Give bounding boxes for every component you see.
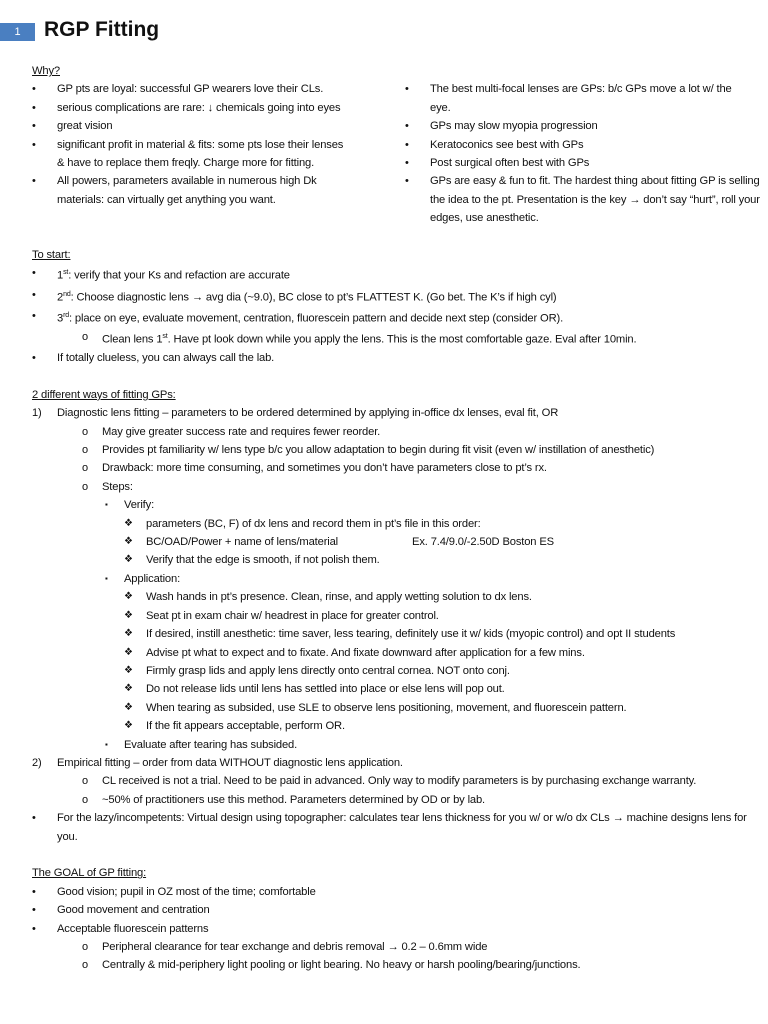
list-item-text: Peripheral clearance for tear exchange and debris removal → 0.2 – 0.6mm wide [102,940,488,953]
page-number-badge: 1 [0,23,35,41]
bullet-marker: • [32,101,36,114]
number-marker: 1) [32,407,42,420]
list-item [405,136,752,154]
sub-list-item [32,459,752,477]
list-item-text: Good vision; pupil in OZ most of the time; comfortable [57,885,316,898]
diamond-marker: ❖ [124,628,133,640]
list-item-text: BC/OAD/Power + name of lens/material [146,536,339,549]
sub-list-item [32,772,752,790]
list-item [405,172,765,227]
ordinal-suffix: st [63,269,69,277]
circle-marker: o [82,425,88,438]
sub-list-item [32,441,752,459]
diamond-marker: ❖ [124,536,133,548]
bullet-marker: • [32,885,36,898]
list-item [32,349,752,367]
diamond-marker: ❖ [124,646,133,658]
list-item-text: The best multi-focal lenses are GPs: b/c GPs move a lot w/ the eye. [430,83,732,114]
bullet-marker: • [32,175,36,188]
bullet-marker: • [405,83,409,96]
to-start-heading: To start: [32,249,71,262]
list-item-text: Advise pt what to expect and to fixate. And fixate downward after application for a few mins. [146,646,585,659]
bullet-marker: • [32,812,36,825]
bullet-marker: • [405,138,409,151]
detail-item [32,680,752,698]
list-item-text: GPs are easy & fun to fit. The hardest thing about fitting GP is selling the idea to the pt. Presentation is the key → don’t say “hurt”, roll your edges, use anesthetic. [430,175,760,225]
list-item-text: For the lazy/incompetents: Virtual design using topographer: calculates tear lens thickness for you w/ or w/o dx CLs → machine designs lens for you. [57,812,747,843]
number-marker: 2) [32,756,42,769]
list-item-text: If the fit appears acceptable, perform OR. [146,720,345,733]
step-number: 2 [57,291,64,304]
bullet-marker: • [32,352,36,365]
list-item-text: : verify that your Ks and refaction are accurate [68,270,290,283]
ordinal-suffix: nd [63,290,71,298]
list-item-text: : Choose diagnostic lens → avg dia (~9.0), BC close to pt’s FLATTEST K. (Go bet. The K’s if high cyl) [70,291,557,304]
list-item-text: ~50% of practitioners use this method. Parameters determined by OD or by lab. [102,793,486,806]
bullet-marker: • [32,83,36,96]
list-item [32,286,752,307]
list-item-text: Wash hands in pt’s presence. Clean, rinse, and apply wetting solution to dx lens. [146,591,532,604]
list-item-text: parameters (BC, F) of dx lens and record them in pt’s file in this order: [146,517,481,530]
list-item [32,80,405,98]
spacer [32,228,752,246]
ordinal-suffix: rd [63,311,70,319]
list-item [405,154,752,172]
bullet-marker: • [32,309,36,322]
detail-item [32,699,752,717]
list-item-text: Centrally & mid-periphery light pooling or light bearing. No heavy or harsh pooling/bearing/junctions. [102,959,581,972]
list-item-text: Acceptable fluorescein patterns [57,922,209,935]
sub-list-item [32,791,752,809]
list-item [32,99,405,117]
list-item [32,117,405,135]
list-item [32,920,752,938]
step-item [32,736,752,754]
bullet-marker: • [32,138,36,151]
circle-marker: o [82,330,88,343]
diamond-marker: ❖ [124,554,133,566]
list-item-text: Seat pt in exam chair w/ headrest in place for greater control. [146,609,439,622]
diamond-marker: ❖ [124,701,133,713]
list-item-text: Verify that the edge is smooth, if not polish them. [146,554,380,567]
sub-list-item [32,956,752,974]
page-title: RGP Fitting [44,18,160,41]
goal-heading: The GOAL of GP fitting: [32,867,147,880]
list-item-text: If desired, instill anesthetic: time saver, less tearing, definitely use it w/ kids (myopic control) and opt II students [146,628,676,641]
list-item [405,80,740,117]
spacer [32,367,752,385]
detail-item [32,588,752,606]
list-item [32,172,362,209]
numbered-item [32,754,752,772]
list-item-text: great vision [57,120,113,133]
diamond-marker: ❖ [124,664,133,676]
list-item-text: Keratoconics see best with GPs [430,138,584,151]
circle-marker: o [82,959,88,972]
list-item [32,307,752,328]
circle-marker: o [82,444,88,457]
list-item-text: Firmly grasp lids and apply lens directly onto central cornea. NOT onto conj. [146,664,510,677]
list-item [405,117,752,135]
example-text: Ex. 7.4/9.0/-2.50D Boston ES [412,536,554,549]
numbered-item [32,404,752,422]
square-marker: ▪ [105,739,108,749]
list-item-text: Diagnostic lens fitting – parameters to be ordered determined by applying in-office dx lenses, eval fit, OR [57,407,559,420]
list-item-text: May give greater success rate and requires fewer reorder. [102,425,381,438]
spacer [32,846,752,864]
list-item-text: Post surgical often best with GPs [430,157,590,170]
diamond-marker: ❖ [124,517,133,529]
bullet-marker: • [32,120,36,133]
list-item-text: GP pts are loyal: successful GP wearers love their CLs. [57,83,324,96]
diamond-marker: ❖ [124,720,133,732]
step-item [32,496,752,514]
step-item [32,570,752,588]
list-item-text: Verify: [124,499,155,512]
detail-item [32,717,752,735]
ordinal-suffix: st [162,332,168,340]
list-item-text: If totally clueless, you can always call the lab. [57,352,275,365]
list-item-text: CL received is not a trial. Need to be paid in advanced. Only way to modify parameters is by purchasing exchange warranty. [102,775,697,788]
bullet-marker: • [405,120,409,133]
list-item-text: Empirical fitting – order from data WITHOUT diagnostic lens application. [57,756,403,769]
why-left-column [32,80,405,227]
diamond-marker: ❖ [124,609,133,621]
why-right-column [405,80,760,227]
circle-marker: o [82,940,88,953]
detail-item [32,551,752,569]
list-item [32,901,752,919]
why-columns [32,80,760,227]
list-item-text: . Have pt look down while you apply the lens. This is the most comfortable gaze. Eval after 10min. [167,333,637,346]
detail-item [32,644,752,662]
list-item-text: Do not release lids until lens has settled into place or else lens will pop out. [146,683,505,696]
list-item-text: Drawback: more time consuming, and sometimes you don’t have parameters close to pt’s rx. [102,462,547,475]
diamond-marker: ❖ [124,591,133,603]
diamond-marker: ❖ [124,683,133,695]
square-marker: ▪ [105,500,108,510]
list-item [32,883,752,901]
square-marker: ▪ [105,573,108,583]
ways-heading: 2 different ways of fitting GPs: [32,388,176,401]
circle-marker: o [82,462,88,475]
detail-item [32,515,752,533]
list-item-text: Steps: [102,480,133,493]
detail-item [32,625,752,643]
bullet-marker: • [32,267,36,280]
list-item-text: Application: [124,572,181,585]
bullet-marker: • [32,904,36,917]
circle-marker: o [82,480,88,493]
list-item-text: Evaluate after tearing has subsided. [124,738,298,751]
list-item-text: : place on eye, evaluate movement, centration, fluorescein pattern and decide next step (consider OR). [69,312,564,325]
list-item-text: All powers, parameters available in numerous high Dk materials: can virtually get anything you want. [57,175,317,206]
bullet-marker: • [32,922,36,935]
list-item-text: serious complications are rare: ↓ chemicals going into eyes [57,101,341,114]
why-heading: Why? [32,65,60,77]
circle-marker: o [82,793,88,806]
detail-item [32,533,752,551]
detail-item [32,662,752,680]
sub-list-item [32,423,752,441]
list-item-text: Clean lens 1 [102,333,163,346]
list-item [32,136,347,173]
list-item-text: significant profit in material & fits: some pts lose their lenses & have to replace them freqly. Charge more for fitting. [57,138,344,170]
document-body [32,62,760,975]
list-item [32,264,752,285]
sub-list-item [32,938,752,956]
step-number: 1 [57,270,64,283]
list-item-text: When tearing as subsided, use SLE to observe lens positioning, movement, and fluorescein pattern. [146,701,627,714]
sub-list-item [32,328,752,349]
list-item-text: Good movement and centration [57,904,210,917]
detail-item [32,607,752,625]
bullet-marker: • [32,288,36,301]
bullet-marker: • [405,175,409,188]
step-number: 3 [57,312,64,325]
sub-list-item [32,478,752,496]
bullet-marker: • [405,157,409,170]
list-item-text: Provides pt familiarity w/ lens type b/c you allow adaptation to begin during fit visit (even w/ instillation of anesthetic) [102,444,655,457]
list-item [32,809,747,846]
circle-marker: o [82,775,88,788]
list-item-text: GPs may slow myopia progression [430,120,598,133]
